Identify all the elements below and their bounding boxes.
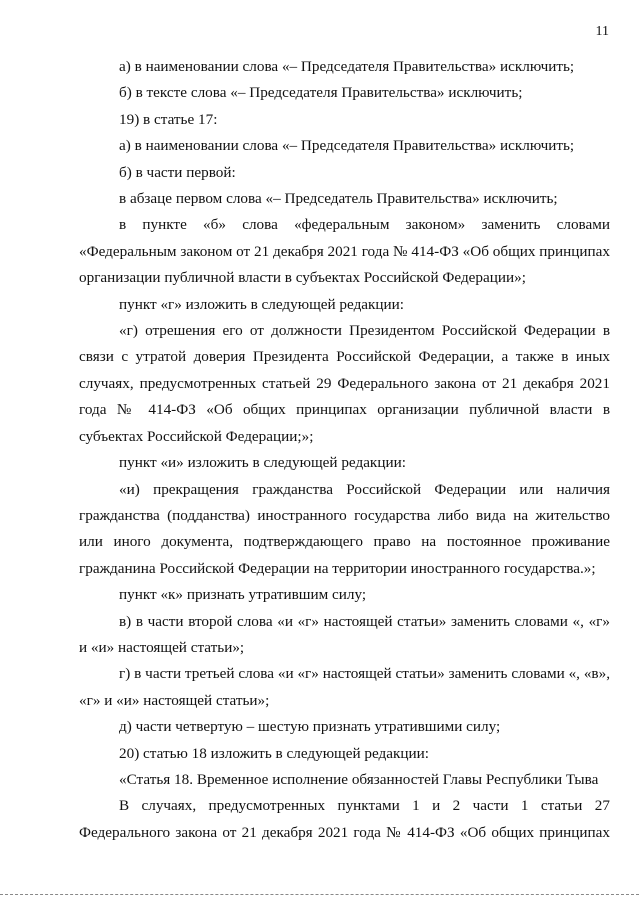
paragraph: пункт «к» признать утратившим силу; xyxy=(119,586,367,604)
paragraph: б) в тексте слова «– Председателя Правительства» исключить; xyxy=(119,84,523,102)
paragraph: 20) статью 18 изложить в следующей редакции: xyxy=(119,744,429,762)
paragraph: д) части четвертую – шестую признать утратившими силу; xyxy=(119,718,501,736)
paragraph: в) в части второй слова «и «г» настоящей статьи» заменить словами «, «г» и «и» настоящей статьи»; xyxy=(79,612,610,656)
paragraph: а) в наименовании слова «– Председателя Правительства» исключить; xyxy=(119,58,575,75)
paragraph: г) в части третьей слова «и «г» настоящей статьи» заменить словами «, «в», «г» и «и» настоящей статьи»; xyxy=(79,665,610,709)
paragraph: «г) отрешения его от должности Президентом Российской Федерации в связи с утратой доверия Президента Российской Федерации, а также в иных случаях, предусмотренных статьей 29 Федерального закона от 21 декабря 2021 года № 414-ФЗ «Об общих принципах организации публичной власти в субъектах Российской Федерации;»; xyxy=(79,322,610,445)
paragraph: В случаях, предусмотренных пунктами 1 и 2 части 1 статьи 27 Федерального закона от 21 декабря 2021 года № 414-ФЗ «Об общих принципах xyxy=(79,797,610,841)
page-bottom-rule xyxy=(0,894,639,895)
paragraph: пункт «г» изложить в следующей редакции: xyxy=(119,295,405,313)
paragraph: в абзаце первом слова «– Председатель Правительства» исключить; xyxy=(119,190,558,208)
paragraph: 19) в статье 17: xyxy=(119,110,218,128)
document-body xyxy=(79,54,610,846)
paragraph: «и) прекращения гражданства Российской Федерации или наличия гражданства (подданства) иностранного государства либо вида на жительство или иного документа, подтверждающего право на постоянное проживание гражданина Российской Федерации на территории иностранного государства.»; xyxy=(79,480,610,577)
paragraph: а) в наименовании слова «– Председателя Правительства» исключить; xyxy=(119,137,575,155)
page-number: 11 xyxy=(595,24,609,39)
paragraph: в пункте «б» слова «федеральным законом» заменить словами «Федеральным законом от 21 декабря 2021 года № 414-ФЗ «Об общих принципах организации публичной власти в субъектах Российской Федерации»; xyxy=(79,216,610,287)
paragraph: «Статья 18. Временное исполнение обязанностей Главы Республики Тыва xyxy=(119,770,599,788)
paragraph: б) в части первой: xyxy=(119,163,236,181)
paragraph: пункт «и» изложить в следующей редакции: xyxy=(119,454,406,472)
